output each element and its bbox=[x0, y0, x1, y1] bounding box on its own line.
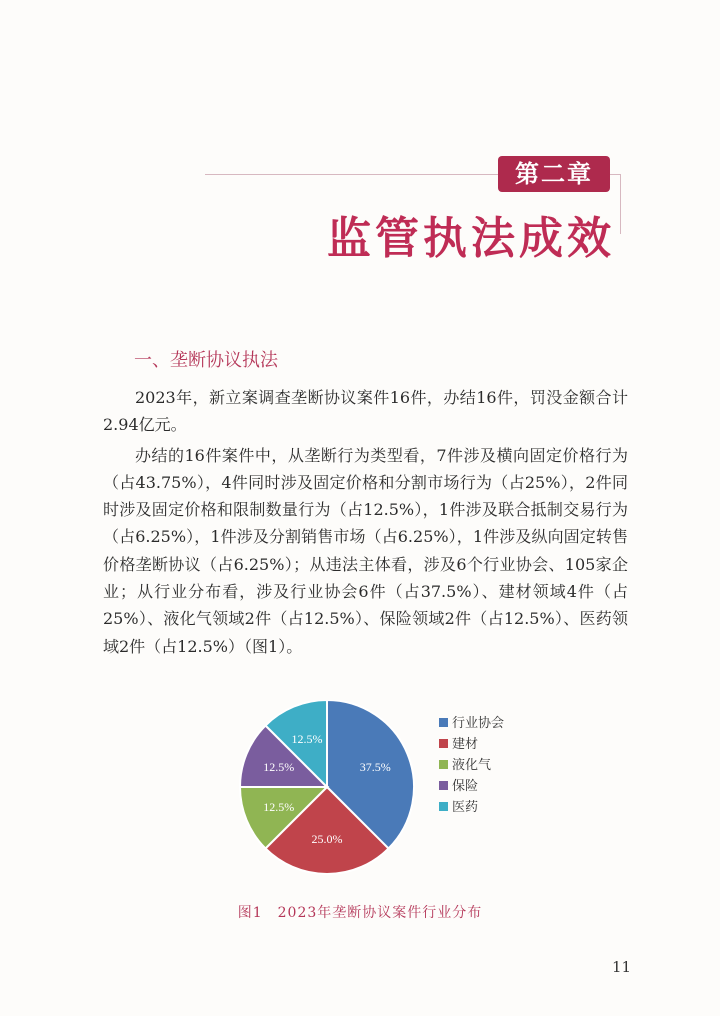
legend-label-2: 建材 bbox=[452, 737, 479, 752]
legend-swatch-5 bbox=[439, 802, 448, 811]
legend-swatch-2 bbox=[439, 739, 448, 748]
slice-label-3: 12.5% bbox=[263, 799, 295, 814]
slice-label-4: 12.5% bbox=[263, 760, 295, 775]
chapter-rule-vertical bbox=[620, 174, 621, 234]
slice-label-5: 12.5% bbox=[291, 731, 323, 746]
legend-label-1: 行业协会 bbox=[452, 716, 505, 731]
slice-label-1: 37.5% bbox=[359, 760, 391, 775]
legend-label-5: 医药 bbox=[452, 800, 479, 815]
page-number: 11 bbox=[612, 958, 632, 976]
legend-swatch-3 bbox=[439, 760, 448, 769]
legend-label-3: 液化气 bbox=[452, 758, 492, 773]
body-text bbox=[103, 384, 628, 663]
chapter-badge: 第二章 bbox=[498, 156, 610, 192]
slice-label-2: 25.0% bbox=[311, 832, 343, 847]
pie-chart bbox=[230, 700, 530, 890]
paragraph: 办结的16件案件中，从垄断行为类型看，7件涉及横向固定价格行为（占43.75%），4件同时涉及固定价格和分割市场行为（占25%），2件同时涉及固定价格和限制数量行为（占12.5%），1件涉及联合抵制交易行为（占6.25%），1件涉及分割销售市场（占6.25%），1件涉及纵向固定转售价格垄断协议（占6.25%）；从违法主体看，涉及6个行业协会、105家企业；从行业分布看，涉及行业协会6件（占37.5%）、建材领域4件（占25%）、液化气领域2件（占12.5%）、保险领域2件（占12.5%）、医药领域2件（占12.5%）（图1）。 bbox=[103, 445, 628, 656]
section-title: 一、垄断协议执法 bbox=[134, 350, 278, 371]
chapter-title: 监管执法成效 bbox=[327, 213, 615, 264]
legend-swatch-1 bbox=[439, 718, 448, 727]
legend-swatch-4 bbox=[439, 781, 448, 790]
paragraph: 2023年，新立案调查垄断协议案件16件，办结16件，罚没金额合计2.94亿元。 bbox=[103, 388, 628, 435]
figure-caption: 图1 2023年垄断协议案件行业分布 bbox=[237, 905, 483, 921]
legend-label-4: 保险 bbox=[452, 779, 479, 794]
